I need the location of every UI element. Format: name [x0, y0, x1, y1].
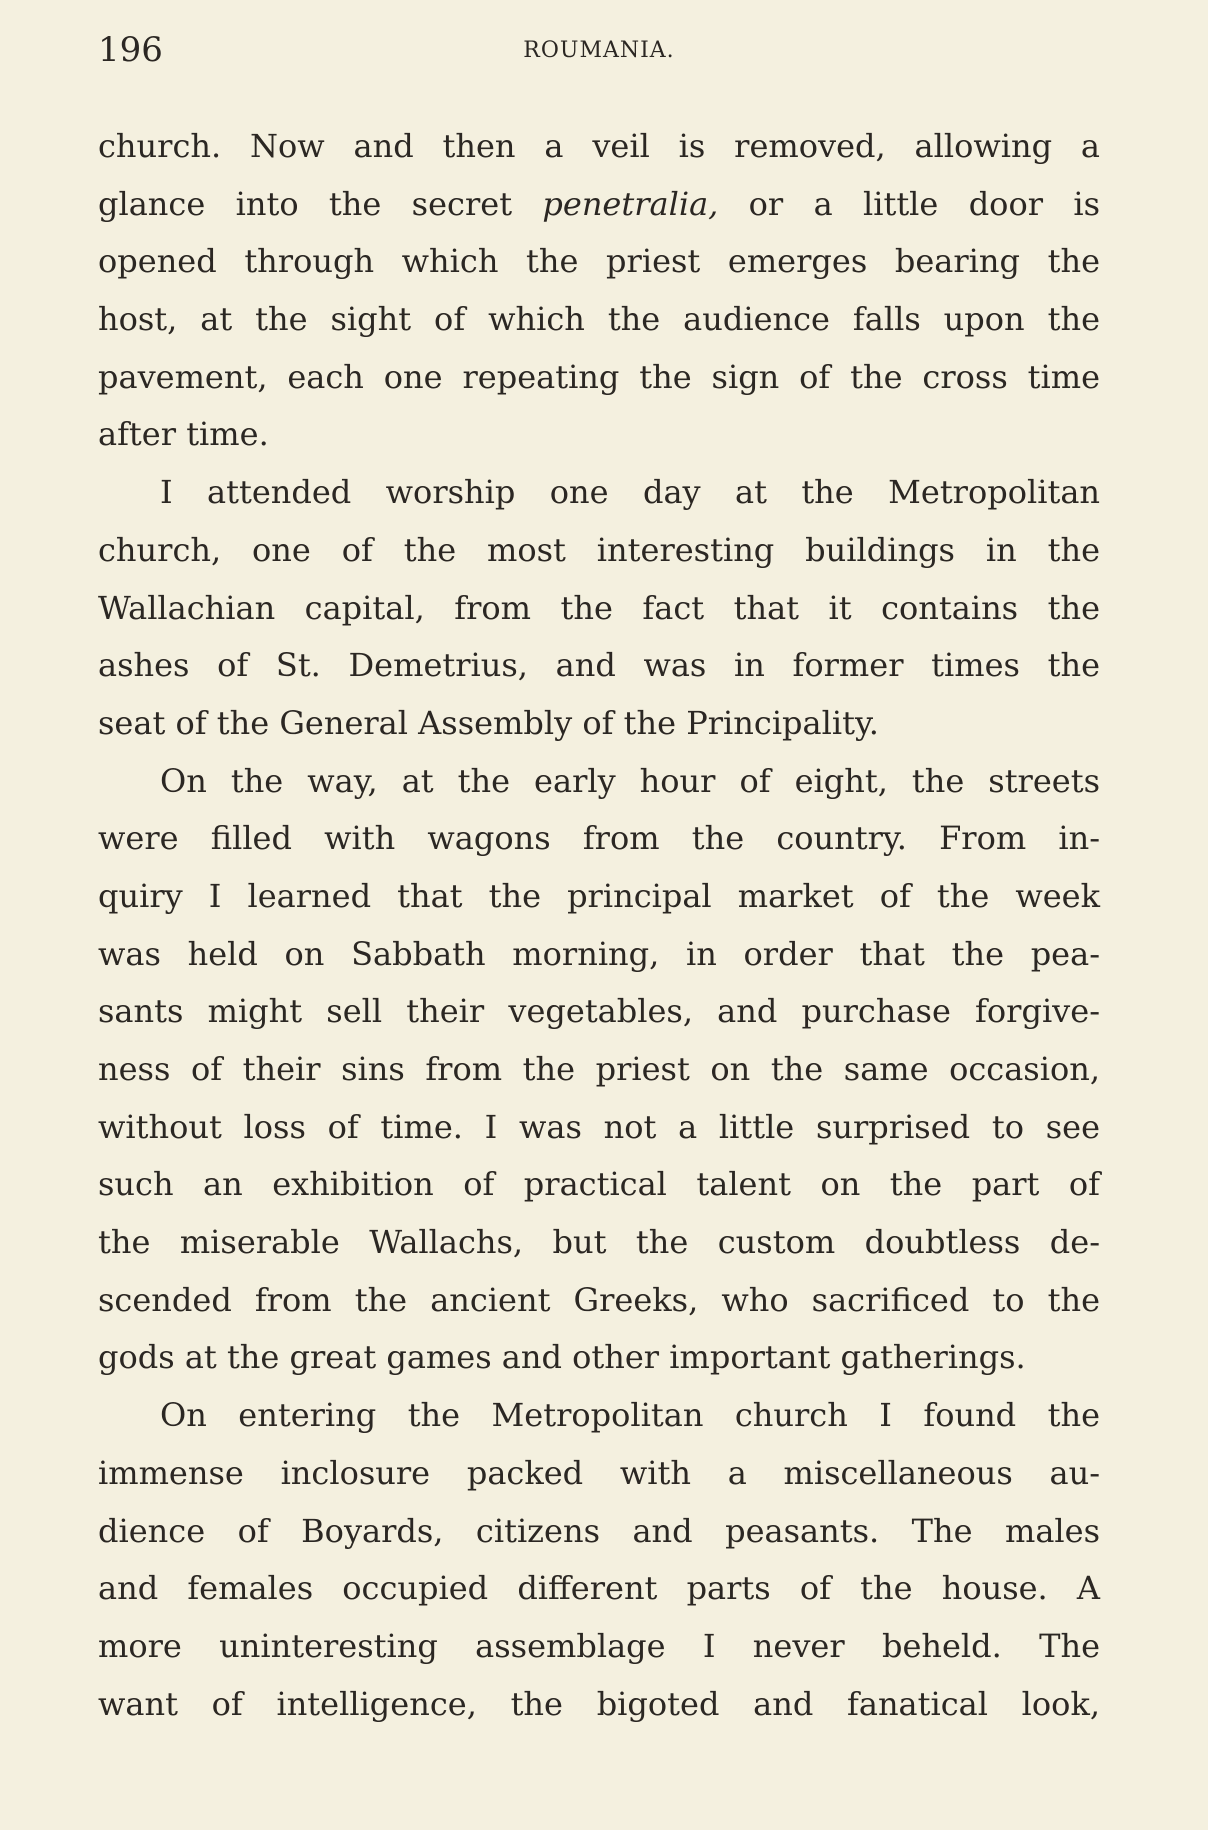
- text-line: [98, 464, 1100, 522]
- text-line: [98, 118, 1100, 176]
- text-line-content: was held on Sabbath morning, in order that the pea-: [98, 934, 1100, 973]
- text-segment: or a little door is: [718, 184, 1100, 223]
- page-header: [98, 30, 1100, 80]
- text-line: [98, 406, 1100, 464]
- text-line: [98, 1445, 1100, 1503]
- text-line: [98, 1214, 1100, 1272]
- text-line: [98, 1503, 1100, 1561]
- text-line: [98, 810, 1100, 868]
- page-number: 196: [98, 30, 163, 70]
- text-line: [98, 753, 1100, 811]
- text-line-content: immense inclosure packed with a miscellaneous au-: [98, 1453, 1100, 1492]
- text-line: [98, 1387, 1100, 1445]
- text-line-content: On entering the Metropolitan church I found the: [160, 1396, 1100, 1435]
- text-line-content: want of intelligence, the bigoted and fanatical look,: [98, 1684, 1100, 1723]
- text-line: [98, 176, 1100, 234]
- text-line-content: [98, 176, 1100, 234]
- running-title: ROUMANIA.: [523, 38, 675, 63]
- text-line-content: after time.: [98, 415, 269, 454]
- text-line: [98, 522, 1100, 580]
- text-line-content: the miserable Wallachs, but the custom doubtless de-: [98, 1223, 1100, 1262]
- text-line-content: ashes of St. Demetrius, and was in former times the: [98, 646, 1100, 685]
- text-line: [98, 1560, 1100, 1618]
- text-line: [98, 868, 1100, 926]
- text-line: [98, 1156, 1100, 1214]
- text-line: [98, 580, 1100, 638]
- text-line-content: opened through which the priest emerges bearing the: [98, 242, 1100, 281]
- text-line-content: church. Now and then a veil is removed, allowing a: [98, 127, 1100, 165]
- text-line-content: sants might sell their vegetables, and purchase forgive-: [98, 992, 1100, 1031]
- text-line: [98, 1272, 1100, 1330]
- text-line: [98, 1676, 1100, 1734]
- text-line-content: I attended worship one day at the Metropolitan: [160, 473, 1100, 512]
- italic-word: penetralia,: [542, 184, 719, 223]
- text-line-content: dience of Boyards, citizens and peasants. The males: [98, 1511, 1100, 1550]
- text-line-content: seat of the General Assembly of the Principality.: [98, 703, 879, 742]
- text-line: [98, 233, 1100, 291]
- text-line-content: gods at the great games and other important gatherings.: [98, 1338, 1026, 1377]
- text-line-content: such an exhibition of practical talent on the part of: [98, 1165, 1100, 1204]
- text-line: [98, 349, 1100, 407]
- text-line: [98, 926, 1100, 984]
- text-line-content: church, one of the most interesting buildings in the: [98, 530, 1100, 569]
- text-line-content: Wallachian capital, from the fact that it contains the: [98, 588, 1100, 627]
- text-segment: glance into the secret: [98, 184, 543, 223]
- text-line: [98, 1041, 1100, 1099]
- text-line-content: and females occupied different parts of the house. A: [98, 1569, 1100, 1608]
- text-line-content: ness of their sins from the priest on the same occasion,: [98, 1050, 1100, 1088]
- text-line-content: quiry I learned that the principal market of the week: [98, 876, 1100, 915]
- text-line: [98, 291, 1100, 349]
- text-line-content: were filled with wagons from the country. From in-: [98, 819, 1100, 858]
- text-line: [98, 637, 1100, 695]
- text-line: [98, 695, 1100, 753]
- body-text: [98, 118, 1100, 1733]
- text-line: [98, 983, 1100, 1041]
- text-line-content: pavement, each one repeating the sign of the cross time: [98, 357, 1100, 396]
- text-line: [98, 1099, 1100, 1157]
- text-line: [98, 1618, 1100, 1676]
- text-line-content: host, at the sight of which the audience falls upon the: [98, 300, 1100, 339]
- text-line-content: more uninteresting assemblage I never beheld. The: [98, 1626, 1100, 1665]
- text-line-content: scended from the ancient Greeks, who sacrificed to the: [98, 1280, 1100, 1319]
- text-line-content: without loss of time. I was not a little surprised to see: [98, 1107, 1100, 1146]
- text-line: [98, 1329, 1100, 1387]
- text-line-content: On the way, at the early hour of eight, the streets: [160, 761, 1100, 800]
